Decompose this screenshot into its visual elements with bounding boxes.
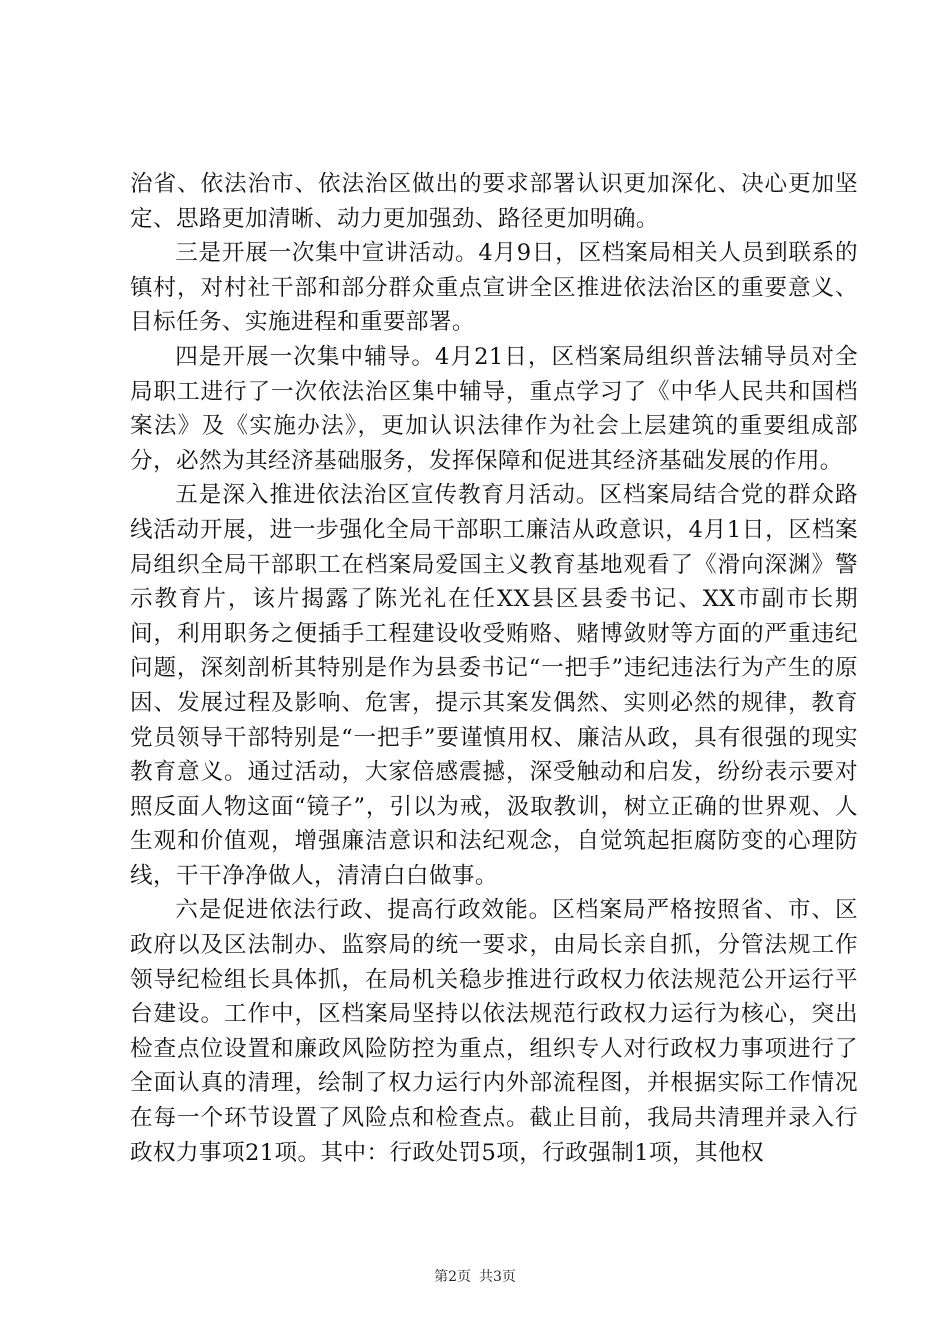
page-total: 共3页 [479,1269,516,1285]
page-number: 第2页 [434,1269,471,1285]
paragraph-3: 四是开展一次集中辅导。4月21日，区档案局组织普法辅导员对全局职工进行了一次依法治区集中辅导，重点学习了《中华人民共和国档案法》及《实施办法》，更加认识法律作为社会上层建筑的重要组成部分，必然为其经济基础服务，发挥保障和促进其经济基础发展的作用。 [130,343,858,474]
paragraph-2: 三是开展一次集中宣讲活动。4月9日，区档案局相关人员到联系的镇村，对村社干部和部分群众重点宣讲全区推进依法治区的重要意义、目标任务、实施进程和重要部署。 [130,240,858,336]
paragraph-4: 五是深入推进依法治区宣传教育月活动。区档案局结合党的群众路线活动开展，进一步强化全局干部职工廉洁从政意识，4月1日，区档案局组织全局干部职工在档案局爱国主义教育基地观看了《滑向深渊》警示教育片，该片揭露了陈光礼在任XX县区县委书记、XX市副市长期间，利用职务之便插手工程建设收受贿赂、赌博敛财等方面的严重违纪问题，深刻剖析其特别是作为县委书记“一把手”违纪违法行为产生的原因、发展过程及影响、危害，提示其案发偶然、实则必然的规律，教育党员领导干部特别是“一把手”要谨慎用权、廉洁从政，具有很强的现实教育意义。通过活动，大家倍感震撼，深受触动和启发，纷纷表示要对照反面人物这面“镜子”，引以为戒，汲取教训，树立正确的世界观、人生观和价值观，增强廉洁意识和法纪观念，自觉筑起拒腐防变的心理防线，干干净净做人，清清白白做事。 [130,482,858,889]
paragraph-1: 治省、依法治市、依法治区做出的要求部署认识更加深化、决心更加坚定、思路更加清晰、动力更加强劲、路径更加明确。 [130,171,858,232]
paragraph-5: 六是促进依法行政、提高行政效能。区档案局严格按照省、市、区政府以及区法制办、监察局的统一要求，由局长亲自抓，分管法规工作领导纪检组长具体抓，在局机关稳步推进行政权力依法规范公开运行平台建设。工作中，区档案局坚持以依法规范行政权力运行为核心，突出检查点位设置和廉政风险防控为重点，组织专人对行政权力事项进行了全面认真的清理，绘制了权力运行内外部流程图，并根据实际工作情况在每一个环节设置了风险点和检查点。截止目前，我局共清理并录入行政权力事项21项。其中：行政处罚5项，行政强制1项，其他权 [130,897,858,1166]
page-footer [0,1267,950,1287]
document-body [130,167,858,1170]
